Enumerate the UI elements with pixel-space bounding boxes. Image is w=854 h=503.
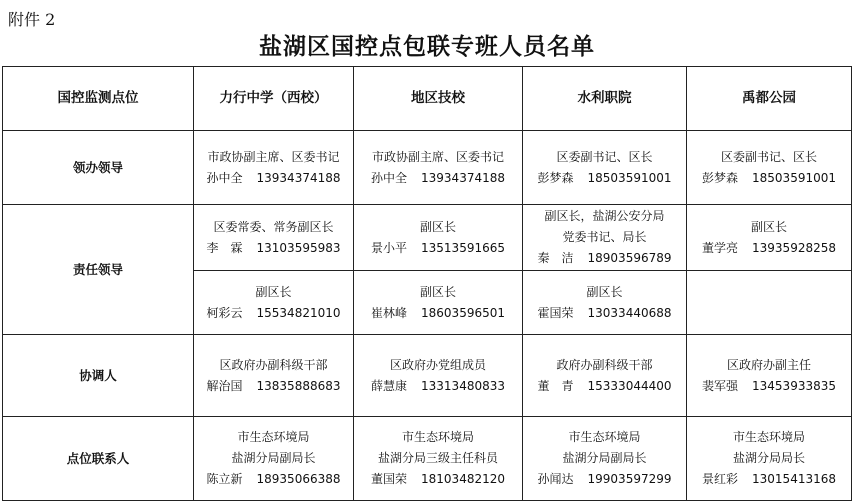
table-cell (354, 335, 523, 417)
cell-title: 区委副书记、区长 (556, 149, 653, 164)
table-cell (194, 205, 354, 271)
cell-person-name: 霍国荣 (537, 305, 574, 320)
table-cell (194, 271, 354, 335)
table-row (3, 417, 852, 501)
cell-person-name: 孙中全 (371, 170, 408, 185)
cell-person-name: 裴军强 (702, 378, 739, 393)
cell-phone: 13313480833 (421, 378, 505, 393)
cell-title: 市生态环境局 (732, 430, 805, 444)
cell-person-name: 董国荣 (371, 472, 408, 486)
cell-title: 区委副书记、区长 (720, 149, 817, 164)
cell-title: 党委书记、局长 (562, 230, 647, 244)
table-cell (354, 271, 523, 335)
cell-person-name: 彭梦森 (537, 170, 574, 185)
header-row (3, 67, 852, 131)
column-header: 禹都公园 (687, 67, 852, 131)
table-cell-empty (687, 271, 852, 335)
cell-phone: 13934374188 (421, 170, 505, 185)
table-row (3, 335, 852, 417)
cell-person-name: 解治国 (206, 378, 243, 393)
cell-title: 盐湖分局副局长 (231, 451, 316, 465)
column-header: 国控监测点位 (3, 67, 194, 131)
cell-title: 区政府办党组成员 (389, 357, 486, 372)
cell-title: 市生态环境局 (401, 430, 474, 444)
cell-title: 副区长，盐湖公安分局 (544, 209, 665, 223)
cell-title: 市生态环境局 (237, 430, 310, 444)
cell-person-name: 秦 洁 (537, 251, 574, 265)
cell-phone: 13513591665 (421, 240, 505, 255)
table-cell (523, 335, 687, 417)
cell-phone: 13033440688 (587, 305, 672, 320)
table-cell (194, 335, 354, 417)
cell-title: 副区长 (255, 284, 292, 299)
cell-person-name: 陈立新 (206, 472, 243, 486)
table-cell (523, 131, 687, 205)
cell-phone: 15534821010 (256, 305, 341, 320)
table-cell (523, 205, 687, 271)
cell-title: 市生态环境局 (568, 430, 641, 444)
table-cell (687, 205, 852, 271)
cell-title: 盐湖分局副局长 (562, 451, 647, 465)
table-cell (687, 417, 852, 501)
cell-title: 市政协副主席、区委书记 (371, 149, 504, 164)
annex-label: 附件 2 (8, 10, 56, 29)
table-cell (687, 131, 852, 205)
cell-person-name: 彭梦森 (702, 170, 739, 185)
cell-phone: 18503591001 (752, 170, 836, 185)
column-header: 地区技校 (354, 67, 523, 131)
cell-person-name: 董 青 (537, 378, 574, 393)
cell-phone: 18503591001 (587, 170, 672, 185)
table-cell (354, 417, 523, 501)
cell-person-name: 薛慧康 (371, 378, 408, 393)
cell-title: 副区长 (419, 284, 456, 299)
cell-phone: 18935066388 (256, 472, 341, 486)
table-cell (354, 205, 523, 271)
cell-phone: 13835888683 (256, 378, 341, 393)
cell-person-name: 孙中全 (206, 170, 243, 185)
cell-title: 区委常委、常务副区长 (213, 219, 334, 234)
cell-phone: 18103482120 (421, 472, 505, 486)
column-header: 力行中学（西校） (194, 67, 354, 131)
table-cell (687, 335, 852, 417)
cell-phone: 13015413168 (752, 472, 836, 486)
cell-person-name: 董学亮 (702, 240, 739, 255)
cell-person-name: 孙闻达 (537, 472, 574, 486)
cell-phone: 18903596789 (587, 251, 672, 265)
cell-phone: 19903597299 (587, 472, 672, 486)
cell-title: 副区长 (750, 219, 787, 234)
cell-phone: 15333044400 (587, 378, 672, 393)
table-cell (194, 417, 354, 501)
cell-person-name: 崔林峰 (371, 305, 408, 320)
cell-title: 副区长 (586, 284, 623, 299)
cell-title: 政府办副科级干部 (556, 357, 653, 372)
cell-phone: 13934374188 (256, 170, 341, 185)
column-header: 水利职院 (523, 67, 687, 131)
table-cell (523, 271, 687, 335)
cell-person-name: 景小平 (371, 240, 408, 255)
table-cell (354, 131, 523, 205)
cell-phone: 13453933835 (752, 378, 836, 393)
cell-title: 区政府办副科级干部 (219, 357, 328, 372)
cell-title: 区政府办副主任 (726, 357, 811, 372)
document-title: 盐湖区国控点包联专班人员名单 (259, 33, 595, 60)
table-cell (194, 131, 354, 205)
cell-person-name: 景红彩 (702, 472, 739, 486)
cell-phone: 18603596501 (421, 305, 505, 320)
cell-phone: 13935928258 (752, 240, 836, 255)
contact-table (2, 66, 852, 501)
cell-person-name: 柯彩云 (206, 305, 243, 320)
cell-title: 盐湖分局三级主任科员 (377, 451, 498, 465)
cell-phone: 13103595983 (256, 240, 341, 255)
cell-title: 副区长 (419, 219, 456, 234)
table-row (3, 131, 852, 205)
cell-person-name: 李 霖 (206, 240, 243, 255)
cell-title: 盐湖分局局长 (732, 451, 805, 465)
table-row (3, 205, 852, 271)
row-header: 领办领导 (3, 131, 194, 205)
row-header: 点位联系人 (3, 417, 194, 501)
row-header: 协调人 (3, 335, 194, 417)
row-header: 责任领导 (3, 205, 194, 335)
cell-title: 市政协副主席、区委书记 (207, 149, 340, 164)
table-cell (523, 417, 687, 501)
